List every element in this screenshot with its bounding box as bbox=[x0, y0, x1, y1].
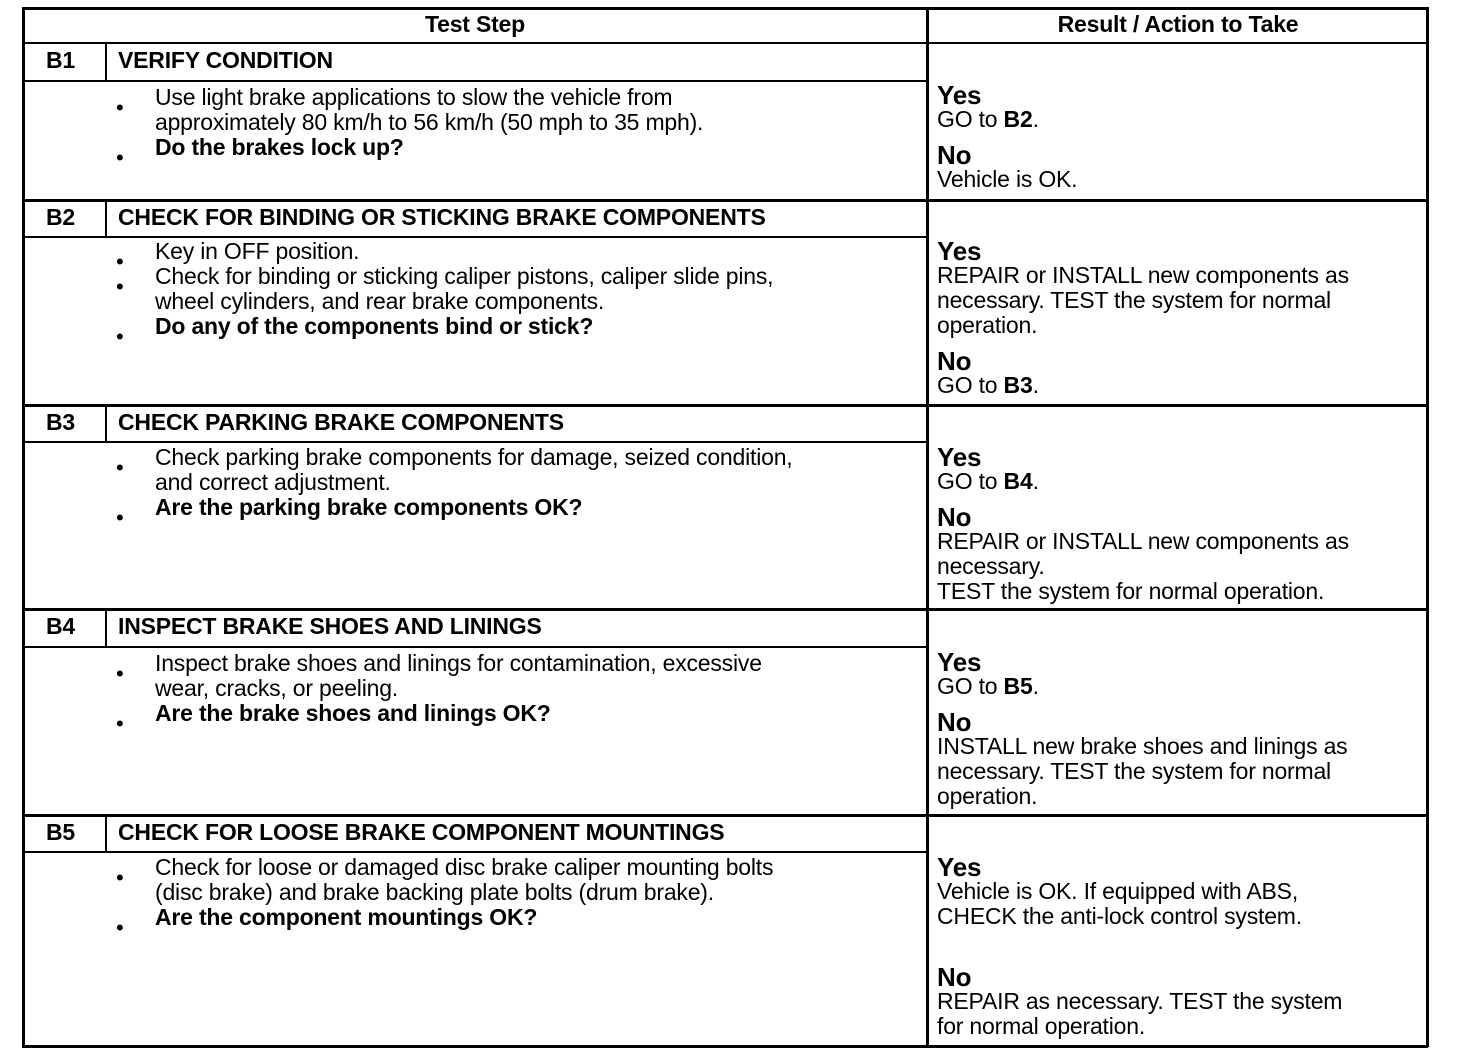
result-no-label: No bbox=[937, 346, 972, 376]
result-action-text: GO to B5. bbox=[937, 673, 1039, 699]
bullet-text: Inspect brake shoes and linings for contamination, excessive bbox=[155, 650, 762, 676]
bullet-text: Check for binding or sticking caliper pistons, caliper slide pins, bbox=[155, 263, 774, 289]
bullet-icon: • bbox=[116, 324, 124, 349]
column-header-result-action: Result / Action to Take bbox=[1057, 11, 1299, 37]
step-id-divider bbox=[105, 608, 107, 646]
bullet-text: wear, cracks, or peeling. bbox=[155, 675, 399, 701]
result-action-text: REPAIR or INSTALL new components as bbox=[937, 528, 1349, 554]
bullet-text: Do any of the components bind or stick? bbox=[155, 313, 594, 339]
bullet-text: Do the brakes lock up? bbox=[155, 134, 404, 160]
result-yes-label: Yes bbox=[937, 80, 982, 110]
step-title: VERIFY CONDITION bbox=[118, 47, 333, 73]
result-action-text: for normal operation. bbox=[937, 1013, 1146, 1039]
bullet-icon: • bbox=[116, 274, 124, 299]
step-id-divider bbox=[105, 42, 107, 80]
bullet-icon: • bbox=[116, 865, 124, 890]
step-id: B5 bbox=[46, 819, 76, 845]
bullet-text: Use light brake applications to slow the vehicle from bbox=[155, 84, 673, 110]
row-divider bbox=[22, 814, 1428, 817]
step-title: CHECK FOR LOOSE BRAKE COMPONENT MOUNTINGS bbox=[118, 819, 725, 845]
step-id-divider bbox=[105, 199, 107, 236]
bullet-icon: • bbox=[116, 505, 124, 530]
bullet-text: and correct adjustment. bbox=[155, 469, 391, 495]
table-border-right bbox=[1426, 7, 1429, 1047]
bullet-text: approximately 80 km/h to 56 km/h (50 mph to 35 mph). bbox=[155, 109, 704, 135]
step-title-divider bbox=[22, 851, 926, 853]
result-action-text: Vehicle is OK. If equipped with ABS, bbox=[937, 878, 1299, 904]
result-action-text: GO to B4. bbox=[937, 468, 1039, 494]
step-id-divider bbox=[105, 814, 107, 851]
result-no-label: No bbox=[937, 502, 972, 532]
step-title: INSPECT BRAKE SHOES AND LININGS bbox=[118, 613, 542, 639]
bullet-text: Check for loose or damaged disc brake caliper mounting bolts bbox=[155, 854, 774, 880]
step-title-divider bbox=[22, 80, 926, 82]
result-action-text: necessary. TEST the system for normal bbox=[937, 758, 1331, 784]
result-yes-label: Yes bbox=[937, 236, 982, 266]
step-id: B3 bbox=[46, 409, 76, 435]
result-yes-label: Yes bbox=[937, 852, 982, 882]
bullet-text: Key in OFF position. bbox=[155, 238, 360, 264]
result-action-text: REPAIR or INSTALL new components as bbox=[937, 262, 1349, 288]
result-no-label: No bbox=[937, 140, 972, 170]
result-action-text: Vehicle is OK. bbox=[937, 166, 1078, 192]
step-title-divider bbox=[22, 441, 926, 443]
row-divider bbox=[22, 199, 1428, 202]
result-no-label: No bbox=[937, 962, 972, 992]
bullet-icon: • bbox=[116, 455, 124, 480]
result-action-text: INSTALL new brake shoes and linings as bbox=[937, 733, 1348, 759]
result-action-text: necessary. bbox=[937, 553, 1045, 579]
result-action-text: TEST the system for normal operation. bbox=[937, 578, 1325, 604]
step-id: B4 bbox=[46, 613, 76, 639]
column-divider bbox=[926, 7, 929, 1047]
step-id-divider bbox=[105, 404, 107, 441]
row-divider bbox=[22, 608, 1428, 611]
table-border-bottom bbox=[22, 1045, 1428, 1048]
bullet-text: Check parking brake components for damage, seized condition, bbox=[155, 444, 793, 470]
result-action-text: operation. bbox=[937, 312, 1038, 338]
result-action-text: operation. bbox=[937, 783, 1038, 809]
table-border-left bbox=[22, 7, 25, 1047]
step-title: CHECK FOR BINDING OR STICKING BRAKE COMPONENTS bbox=[118, 204, 766, 230]
header-divider bbox=[22, 42, 1428, 44]
result-yes-label: Yes bbox=[937, 442, 982, 472]
result-no-label: No bbox=[937, 707, 972, 737]
step-title: CHECK PARKING BRAKE COMPONENTS bbox=[118, 409, 564, 435]
bullet-icon: • bbox=[116, 145, 124, 170]
bullet-icon: • bbox=[116, 711, 124, 736]
bullet-text: wheel cylinders, and rear brake components. bbox=[155, 288, 605, 314]
bullet-text: Are the brake shoes and linings OK? bbox=[155, 700, 551, 726]
step-id: B2 bbox=[46, 204, 76, 230]
table-border-top bbox=[22, 7, 1428, 10]
result-action-text: CHECK the anti-lock control system. bbox=[937, 903, 1302, 929]
column-header-test-step: Test Step bbox=[424, 11, 525, 37]
result-action-text: GO to B3. bbox=[937, 372, 1039, 398]
bullet-icon: • bbox=[116, 661, 124, 686]
result-action-text: necessary. TEST the system for normal bbox=[937, 287, 1331, 313]
bullet-text: Are the parking brake components OK? bbox=[155, 494, 583, 520]
bullet-text: (disc brake) and brake backing plate bolts (drum brake). bbox=[155, 879, 714, 905]
bullet-text: Are the component mountings OK? bbox=[155, 904, 538, 930]
result-yes-label: Yes bbox=[937, 647, 982, 677]
row-divider bbox=[22, 404, 1428, 407]
step-title-divider bbox=[22, 646, 926, 648]
result-action-text: REPAIR as necessary. TEST the system bbox=[937, 988, 1343, 1014]
step-id: B1 bbox=[46, 47, 76, 73]
bullet-icon: • bbox=[116, 95, 124, 120]
bullet-icon: • bbox=[116, 915, 124, 940]
bullet-icon: • bbox=[116, 249, 124, 274]
result-action-text: GO to B2. bbox=[937, 106, 1039, 132]
